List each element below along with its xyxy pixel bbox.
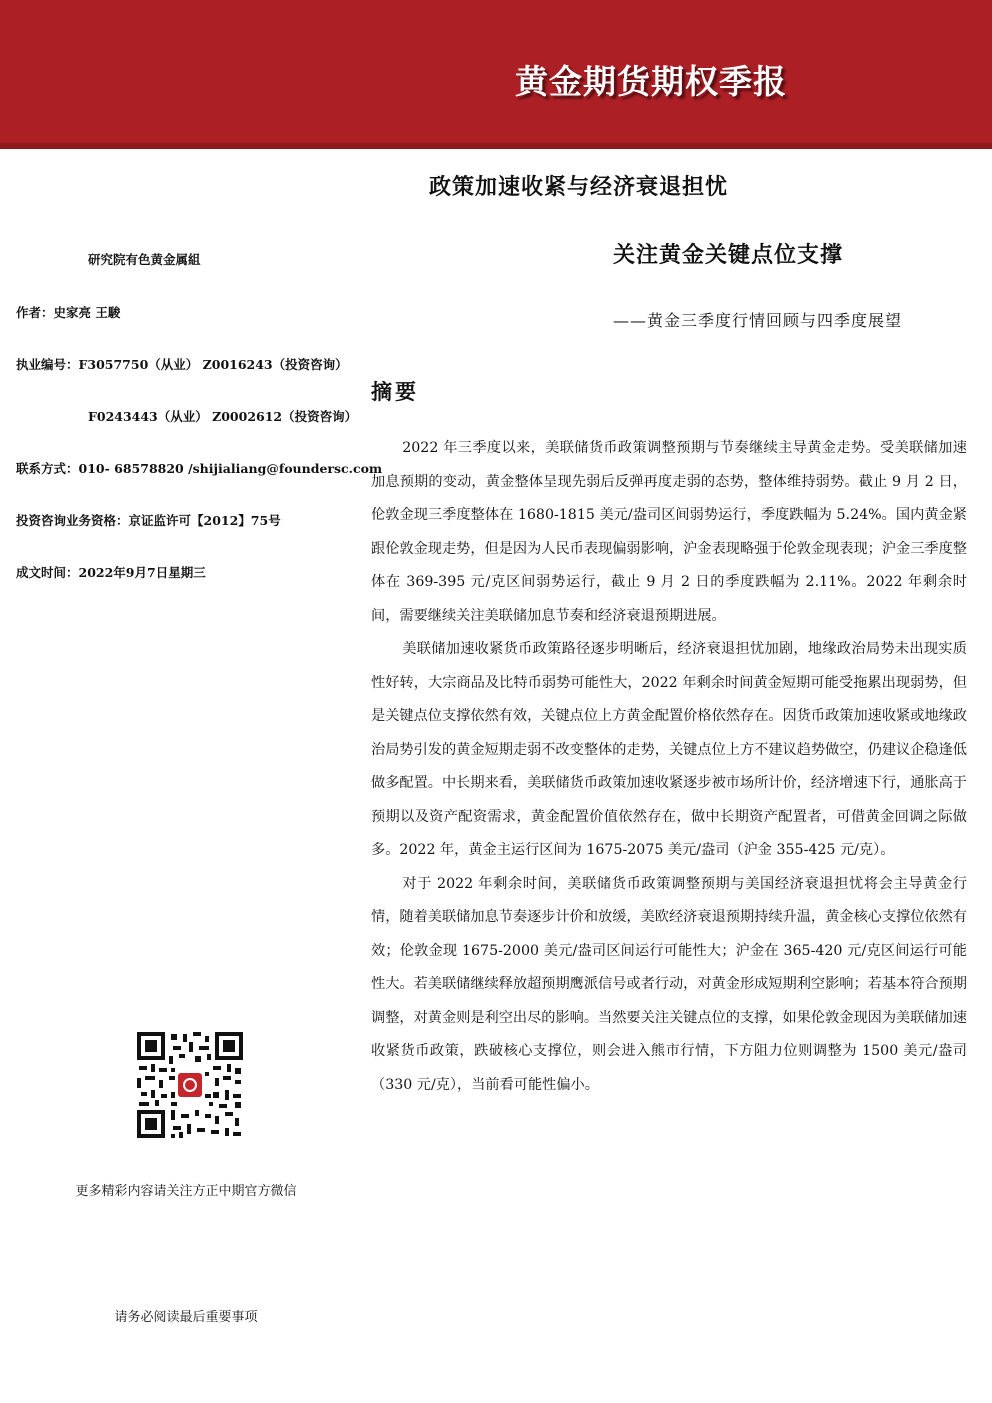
authors-label: 作者： <box>16 305 54 320</box>
abstract-heading: 摘要 <box>371 379 419 404</box>
authors-line <box>16 303 120 321</box>
report-tagline: ——黄金三季度行情回顾与四季度展望 <box>613 311 903 330</box>
date-value: 2022年9月7日星期三 <box>78 565 206 580</box>
license-value-2: F0243443（从业） Z0002612（投资咨询） <box>88 409 358 424</box>
research-group: 研究院有色黄金属組 <box>88 252 201 267</box>
report-subheadline: 关注黄金关键点位支撑 <box>613 242 844 268</box>
abstract-paragraph: 2022 年三季度以来，美联储货币政策调整预期与节奏继续主导黄金走势。受美联储加速加息预期的变动，黄金整体呈现先弱后反弹再度走弱的态势，整体维持弱势。截止 9 月 2 日，伦敦金现三季度整体在 1680-1815 美元/盎司区间弱势运行，季度跌幅为 5.24%。国内黄金紧跟伦敦金现走势，但是因为人民币表现偏弱影响，沪金表现略强于伦敦金现表现；沪金三季度整体在 369-395 元/克区间弱势运行，截止 9 月 2 日的季度跌幅为 2.11%。2022 年剩余时间，需要继续关注美联储加息节奏和经济衰退预期进展。 <box>371 440 967 624</box>
contact-label: 联系方式： <box>16 461 79 476</box>
qr-caption: 更多精彩内容请关注方正中期官方微信 <box>75 1184 297 1199</box>
license-line <box>16 355 348 373</box>
authors-value: 史家亮 王駿 <box>53 305 121 320</box>
header-banner-edge <box>0 143 992 149</box>
disclaimer-note: 请务必阅读最后重要事项 <box>114 1310 258 1325</box>
abstract-body <box>371 432 967 1102</box>
license-label: 执业编号： <box>16 357 79 372</box>
contact-line <box>16 459 382 477</box>
abstract-paragraph: 对于 2022 年剩余时间，美联储货币政策调整预期与美国经济衰退担忧将会主导黄金行情，随着美联储加息节奏逐步计价和放缓，美欧经济衰退预期持续升温，黄金核心支撑位依然有效；伦敦金现 1675-2000 美元/盎司区间运行可能性大；沪金在 365-420 元/克区间运行可能性大。若美联储继续释放超预期鹰派信号或者行动，对黄金形成短期利空影响；若基本符合预期调整，对黄金则是利空出尽的影响。当然要关注关键点位的支撑，如果伦敦金现因为美联储加速收紧货币政策，跌破核心支撑位，则会进入熊市行情，下方阻力位则调整为 1500 美元/盎司（330 元/克），当前看可能性偏小。 <box>371 875 967 1093</box>
date-line <box>16 563 206 581</box>
wechat-qr-code <box>135 1030 245 1140</box>
header-banner <box>0 0 992 143</box>
report-headline: 政策加速收紧与经济衰退担忧 <box>429 174 729 200</box>
qualification-label: 投资咨询业务资格： <box>16 513 129 528</box>
qualification-value: 京证监许可【2012】75号 <box>128 513 281 528</box>
report-series-title: 黄金期货期权季报 <box>515 62 787 101</box>
qualification-line <box>16 511 281 529</box>
license-value-1: F3057750（从业） Z0016243（投资咨询） <box>78 357 348 372</box>
abstract-paragraph: 美联储加速收紧货币政策路径逐步明晰后，经济衰退担忧加剧，地缘政治局势未出现实质性好转，大宗商品及比特币弱势可能性大，2022 年剩余时间黄金短期可能受拖累出现弱势，但是关键点位支撑依然有效，关键点位上方黄金配置价格依然存在。因货币政策加速收紧或地缘政治局势引发的黄金短期走弱不改变整体的走势，关键点位上方不建议趋势做空，仍建议企稳逢低做多配置。中长期来看，美联储货币政策加速收紧逐步被市场所计价，经济增速下行，通胀高于预期以及资产配资需求，黄金配置价值依然存在，做中长期资产配置者，可借黄金回调之际做多。2022 年，黄金主运行区间为 1675-2075 美元/盎司（沪金 355-425 元/克）。 <box>371 641 967 858</box>
license-line-2 <box>88 407 357 425</box>
date-label: 成文时间： <box>16 565 79 580</box>
contact-value: 010- 68578820 /shijialiang@foundersc.com <box>78 461 383 476</box>
